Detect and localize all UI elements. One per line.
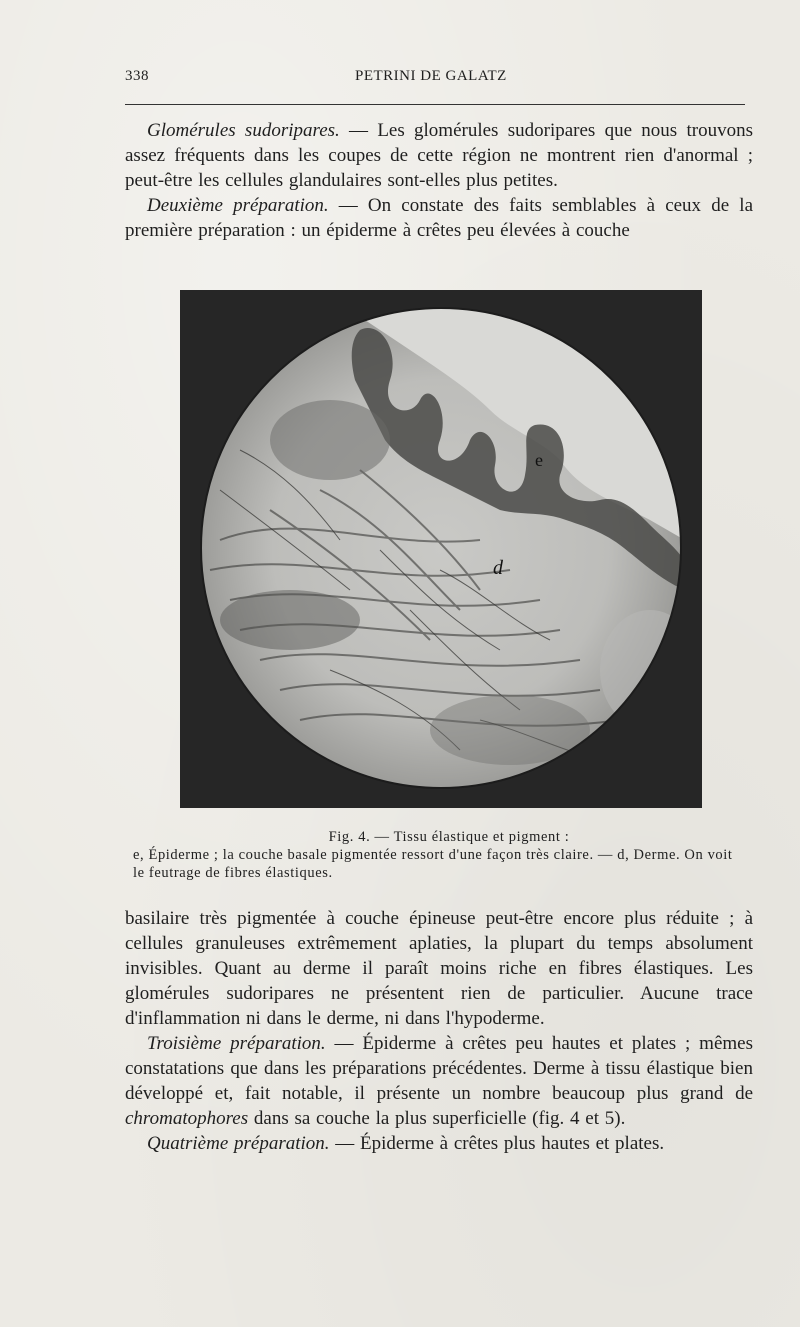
text-block-bottom [125, 906, 753, 1156]
paragraph-lead: Glomérules sudoripares. [147, 120, 340, 141]
running-head: PETRINI DE GALATZ [355, 68, 507, 84]
paragraph-glomerules: Glomérules sudoripares. — Les glomérules sudoripares que nous trouvons assez fréquents dans les coupes de cette région ne montrent rien d'anormal ; peut-être les cellules glandulaires sont-elles plus petites. [125, 120, 753, 191]
micrograph-figure [180, 290, 702, 808]
paragraph-quatrieme: Quatrième préparation. — Épiderme à crêtes plus hautes et plates. [147, 1133, 665, 1154]
micrograph-image [180, 290, 702, 808]
paragraph-lead: Quatrième préparation. [147, 1133, 330, 1154]
paragraph-troisieme: Troisième préparation. — Épiderme à crêtes peu hautes et plates ; mêmes constatations que dans les préparations précédentes. Derme à tissu élastique bien développé et, fait notable, il présente un nombre beaucoup plus grand de chromatophores dans sa couche la plus superficielle (fig. 4 et 5). [125, 1033, 753, 1129]
text-block-top [125, 118, 753, 243]
header-rule [125, 104, 745, 105]
caption-body: e, Épiderme ; la couche basale pigmentée ressort d'une façon très claire. — d, Derme. On voit le feutrage de fibres élastiques. [133, 847, 733, 881]
page-number: 338 [125, 68, 149, 84]
caption-title: Fig. 4. — Tissu élastique et pigment : [328, 829, 570, 845]
paragraph-lead: Troisième préparation. [147, 1033, 326, 1054]
figure-caption [133, 828, 745, 882]
paragraph-deuxieme: Deuxième préparation. — On constate des faits semblables à ceux de la première préparation : un épiderme à crêtes peu élevées à couche [125, 195, 753, 241]
page-header [125, 68, 745, 96]
label-epidermis: e [535, 450, 543, 470]
label-dermis: d [493, 557, 503, 579]
paragraph-continuation: basilaire très pigmentée à couche épineuse peut-être encore plus réduite ; à cellules granuleuses extrêmement aplaties, la plupart du temps absolument invisibles. Quant au derme il paraît moins riche en fibres élastiques. Les glomérules sudoripares ne présentent rien de particulier. Aucune trace d'inflammation ni dans le derme, ni dans l'hypoderme. [125, 908, 753, 1029]
paragraph-lead: Deuxième préparation. [147, 195, 329, 216]
